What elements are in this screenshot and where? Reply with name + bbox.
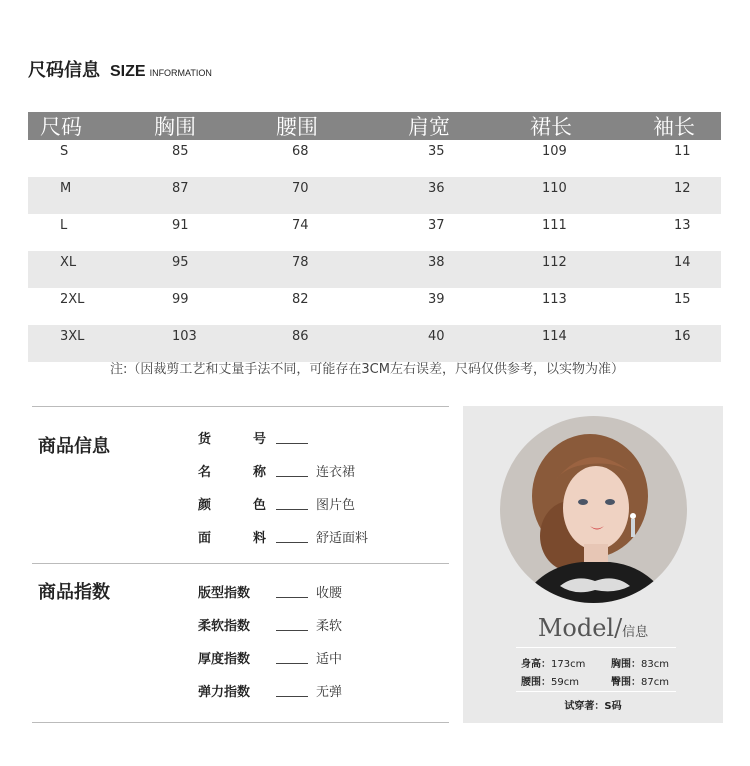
info-value: 舒适面料 [316, 531, 369, 546]
info-value: 图片色 [316, 498, 356, 513]
title-en: SIZE [110, 63, 146, 80]
label-char: 称 [252, 465, 266, 480]
table-cell: 74 [292, 218, 309, 233]
model-title [463, 614, 723, 642]
size-note: 注:（因裁剪工艺和丈量手法不同，可能存在3CM左右误差，尺码仅供参考，以实物为准） [110, 362, 624, 377]
model-tryon: 试穿著：S码 [564, 701, 622, 712]
table-cell: 11 [674, 144, 691, 159]
table-cell: 68 [292, 144, 309, 159]
label-char: 号 [252, 432, 266, 447]
underline [276, 597, 308, 598]
table-cell: 86 [292, 329, 309, 344]
info-row-sku [198, 428, 316, 447]
info-label [198, 527, 266, 546]
table-cell: 2XL [60, 292, 85, 307]
model-height: 身高：173cm [521, 659, 586, 670]
model-title-cn: 信息 [622, 625, 649, 640]
divider [32, 406, 449, 407]
size-table [28, 112, 721, 362]
table-row [28, 140, 721, 177]
model-title-en: Model/ [537, 614, 623, 642]
table-cell: 87 [172, 181, 189, 196]
model-photo [500, 416, 687, 603]
index-row-softness [198, 615, 342, 634]
underline [276, 509, 308, 510]
table-cell: 109 [542, 144, 567, 159]
header-waist: 腰围 [276, 115, 318, 139]
table-cell: 14 [674, 255, 691, 270]
divider [32, 563, 449, 564]
product-panel [32, 406, 449, 723]
product-index-title: 商品指数 [38, 582, 110, 603]
table-cell: L [60, 218, 68, 233]
table-cell: M [60, 181, 72, 196]
info-value: 连衣裙 [316, 465, 356, 480]
header-length: 裙长 [530, 115, 572, 139]
table-row [28, 251, 721, 288]
table-cell: 38 [428, 255, 445, 270]
title-en-small: INFORMATION [149, 68, 212, 78]
table-cell: 37 [428, 218, 445, 233]
header-shoulder: 肩宽 [408, 115, 450, 139]
model-divider [516, 691, 676, 692]
underline [276, 476, 308, 477]
table-cell: 111 [542, 218, 567, 233]
index-label: 版型指数 [198, 586, 251, 601]
index-value: 收腰 [316, 586, 343, 601]
table-cell: 91 [172, 218, 189, 233]
table-cell: 40 [428, 329, 445, 344]
table-cell: 35 [428, 144, 445, 159]
table-row [28, 177, 721, 214]
table-cell: 15 [674, 292, 691, 307]
title-cn: 尺码信息 [28, 60, 100, 81]
table-cell: 78 [292, 255, 309, 270]
table-cell: 114 [542, 329, 567, 344]
table-row [28, 325, 721, 362]
table-cell: S [60, 144, 69, 159]
underline [276, 630, 308, 631]
index-label: 弹力指数 [198, 685, 251, 700]
table-cell: 70 [292, 181, 309, 196]
index-row-thickness [198, 648, 342, 667]
index-value: 适中 [316, 652, 343, 667]
index-label: 柔软指数 [198, 619, 251, 634]
index-row-fit [198, 582, 342, 601]
header-size: 尺码 [40, 115, 82, 139]
table-cell: 112 [542, 255, 567, 270]
table-cell: 110 [542, 181, 567, 196]
model-hip: 臀围：87cm [611, 677, 669, 688]
table-row [28, 288, 721, 325]
model-panel [463, 406, 723, 723]
table-cell: 99 [172, 292, 189, 307]
label-char: 料 [252, 531, 266, 546]
table-cell: 12 [674, 181, 691, 196]
table-row [28, 214, 721, 251]
divider [32, 722, 449, 723]
table-cell: 39 [428, 292, 445, 307]
info-row-fabric [198, 527, 368, 546]
model-portrait [500, 416, 687, 603]
info-label [198, 461, 266, 480]
table-header [28, 112, 721, 140]
info-label [198, 428, 266, 447]
table-cell: 103 [172, 329, 197, 344]
table-cell: 3XL [60, 329, 85, 344]
header-bust: 胸围 [154, 115, 196, 139]
underline [276, 443, 308, 444]
info-label [198, 494, 266, 513]
table-cell: XL [60, 255, 77, 270]
label-char: 面 [198, 531, 212, 546]
underline [276, 663, 308, 664]
table-cell: 85 [172, 144, 189, 159]
underline [276, 696, 308, 697]
product-info-title: 商品信息 [38, 436, 110, 457]
info-row-name [198, 461, 355, 480]
table-cell: 16 [674, 329, 691, 344]
index-row-elasticity [198, 681, 342, 700]
model-waist: 腰围：59cm [521, 677, 579, 688]
info-row-color [198, 494, 355, 513]
underline [276, 542, 308, 543]
label-char: 颜 [198, 498, 212, 513]
table-cell: 95 [172, 255, 189, 270]
label-char: 名 [198, 465, 212, 480]
index-value: 柔软 [316, 619, 343, 634]
index-label: 厚度指数 [198, 652, 251, 667]
label-char: 货 [198, 432, 212, 447]
model-bust: 胸围：83cm [611, 659, 669, 670]
table-cell: 82 [292, 292, 309, 307]
index-value: 无弹 [316, 685, 343, 700]
model-divider [516, 647, 676, 648]
table-cell: 113 [542, 292, 567, 307]
section-title [28, 56, 212, 82]
label-char: 色 [252, 498, 266, 513]
table-cell: 13 [674, 218, 691, 233]
header-sleeve: 袖长 [653, 115, 695, 139]
table-cell: 36 [428, 181, 445, 196]
